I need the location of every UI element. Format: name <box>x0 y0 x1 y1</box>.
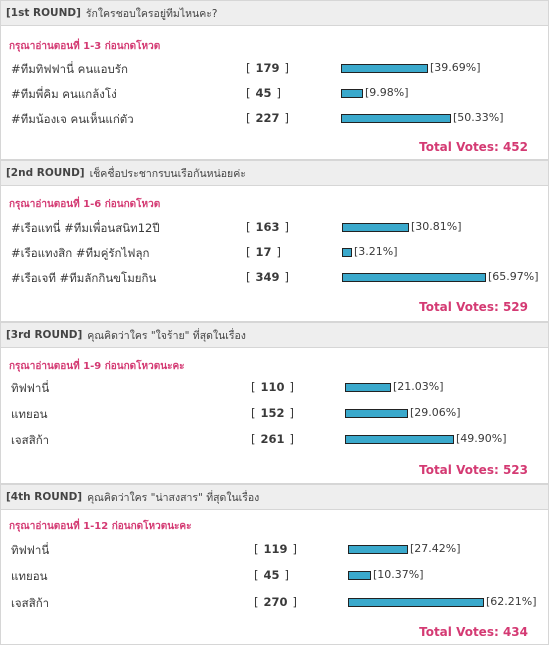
round-label: [2nd ROUND] <box>6 167 85 179</box>
result-percent: [10.37%] <box>373 568 424 581</box>
option-label: #เรือแทงสิก #ทีมคู่รักไฟลุก <box>11 246 150 260</box>
vote-count-value: 17 <box>255 245 272 259</box>
result-percent: [21.03%] <box>393 380 444 393</box>
poll-round-2 <box>0 160 549 322</box>
vote-count-value: 45 <box>263 568 280 582</box>
poll-option[interactable] <box>1 111 548 131</box>
result-bar <box>345 383 391 392</box>
result-percent: [3.21%] <box>354 245 398 258</box>
result-percent: [50.33%] <box>453 111 504 124</box>
result-percent: [62.21%] <box>486 595 537 608</box>
poll-header <box>1 161 548 186</box>
poll-option[interactable] <box>1 595 548 615</box>
vote-count: [ 163 ] <box>246 220 290 234</box>
option-label: เจสสิก้า <box>11 596 50 610</box>
result-percent: [65.97%] <box>488 270 539 283</box>
result-percent: [9.98%] <box>365 86 409 99</box>
total-votes: Total Votes: 529 <box>419 300 528 314</box>
option-label: #ทีมทิฟฟานี่ คนแอบรัก <box>11 62 128 76</box>
poll-option[interactable] <box>1 568 548 588</box>
option-label: #ทีมพี่คิม คนแกล้งโง่ <box>11 87 117 101</box>
vote-count: [ 17 ] <box>246 245 282 259</box>
result-percent: [39.69%] <box>430 61 481 74</box>
poll-note: กรุณาอ่านตอนที่ 1-6 ก่อนกดโหวต <box>9 199 161 210</box>
vote-count: [ 227 ] <box>246 111 290 125</box>
vote-count-value: 45 <box>255 86 272 100</box>
option-label: แทยอน <box>11 569 48 583</box>
vote-count: [ 270 ] <box>254 595 298 609</box>
result-bar <box>342 248 352 257</box>
poll-header <box>1 323 548 348</box>
round-label: [4th ROUND] <box>6 491 83 503</box>
result-percent: [30.81%] <box>411 220 462 233</box>
poll-round-4 <box>0 484 549 645</box>
result-percent: [29.06%] <box>410 406 461 419</box>
round-label: [1st ROUND] <box>6 7 81 19</box>
option-label: #ทีมน้องเจ คนเห็นแก่ตัว <box>11 112 134 126</box>
vote-count: [ 261 ] <box>251 432 295 446</box>
vote-count-value: 110 <box>260 380 285 394</box>
result-bar <box>348 598 484 607</box>
vote-count: [ 152 ] <box>251 406 295 420</box>
vote-count-value: 119 <box>263 542 288 556</box>
poll-option[interactable] <box>1 406 548 426</box>
result-bar <box>345 409 408 418</box>
poll-question: เช็คชื่อประชากรบนเรือกันหน่อยค่ะ <box>89 167 246 180</box>
result-bar <box>348 545 408 554</box>
poll-round-3 <box>0 322 549 484</box>
vote-count-value: 179 <box>255 61 280 75</box>
result-bar <box>341 64 428 73</box>
poll-question: คุณคิดว่าใคร "น่าสงสาร" ที่สุดในเรื่อง <box>87 491 260 504</box>
vote-count: [ 45 ] <box>254 568 290 582</box>
poll-option[interactable] <box>1 245 548 265</box>
result-bar <box>345 435 454 444</box>
vote-count: [ 349 ] <box>246 270 290 284</box>
vote-count-value: 261 <box>260 432 285 446</box>
poll-option[interactable] <box>1 542 548 562</box>
option-label: #เรือแทนี่ #ทีมเพื่อนสนิท12ปี <box>11 221 160 235</box>
result-bar <box>348 571 371 580</box>
poll-note: กรุณาอ่านตอนที่ 1-9 ก่อนกดโหวตนะคะ <box>9 361 185 372</box>
result-bar <box>342 273 486 282</box>
poll-option[interactable] <box>1 432 548 452</box>
option-label: แทยอน <box>11 407 48 421</box>
poll-round-1 <box>0 0 549 160</box>
poll-option[interactable] <box>1 220 548 240</box>
poll-header <box>1 1 548 26</box>
vote-count-value: 349 <box>255 270 280 284</box>
result-bar <box>341 89 363 98</box>
total-votes: Total Votes: 434 <box>419 625 528 639</box>
total-votes: Total Votes: 523 <box>419 463 528 477</box>
round-label: [3rd ROUND] <box>6 329 83 341</box>
result-bar <box>341 114 451 123</box>
poll-option[interactable] <box>1 61 548 81</box>
vote-count: [ 119 ] <box>254 542 298 556</box>
poll-question: รักใครชอบใครอยู่ทีมไหนคะ? <box>85 7 218 20</box>
poll-option[interactable] <box>1 270 548 290</box>
poll-option[interactable] <box>1 86 548 106</box>
poll-header <box>1 485 548 510</box>
option-label: เจสสิก้า <box>11 433 50 447</box>
result-bar <box>342 223 409 232</box>
poll-note: กรุณาอ่านตอนที่ 1-3 ก่อนกดโหวต <box>9 41 161 52</box>
poll-question: คุณคิดว่าใคร "ใจร้าย" ที่สุดในเรื่อง <box>87 329 246 342</box>
poll-note: กรุณาอ่านตอนที่ 1-12 ก่อนกดโหวตนะคะ <box>9 521 192 532</box>
vote-count-value: 152 <box>260 406 285 420</box>
vote-count: [ 179 ] <box>246 61 290 75</box>
vote-count-value: 227 <box>255 111 280 125</box>
vote-count: [ 45 ] <box>246 86 282 100</box>
result-percent: [27.42%] <box>410 542 461 555</box>
result-percent: [49.90%] <box>456 432 507 445</box>
option-label: ทิฟฟานี่ <box>11 543 50 557</box>
poll-option[interactable] <box>1 380 548 400</box>
option-label: #เรือเจที #ทีมลักกินขโมยกิน <box>11 271 157 285</box>
vote-count-value: 270 <box>263 595 288 609</box>
vote-count: [ 110 ] <box>251 380 295 394</box>
total-votes: Total Votes: 452 <box>419 140 528 154</box>
option-label: ทิฟฟานี่ <box>11 381 50 395</box>
vote-count-value: 163 <box>255 220 280 234</box>
